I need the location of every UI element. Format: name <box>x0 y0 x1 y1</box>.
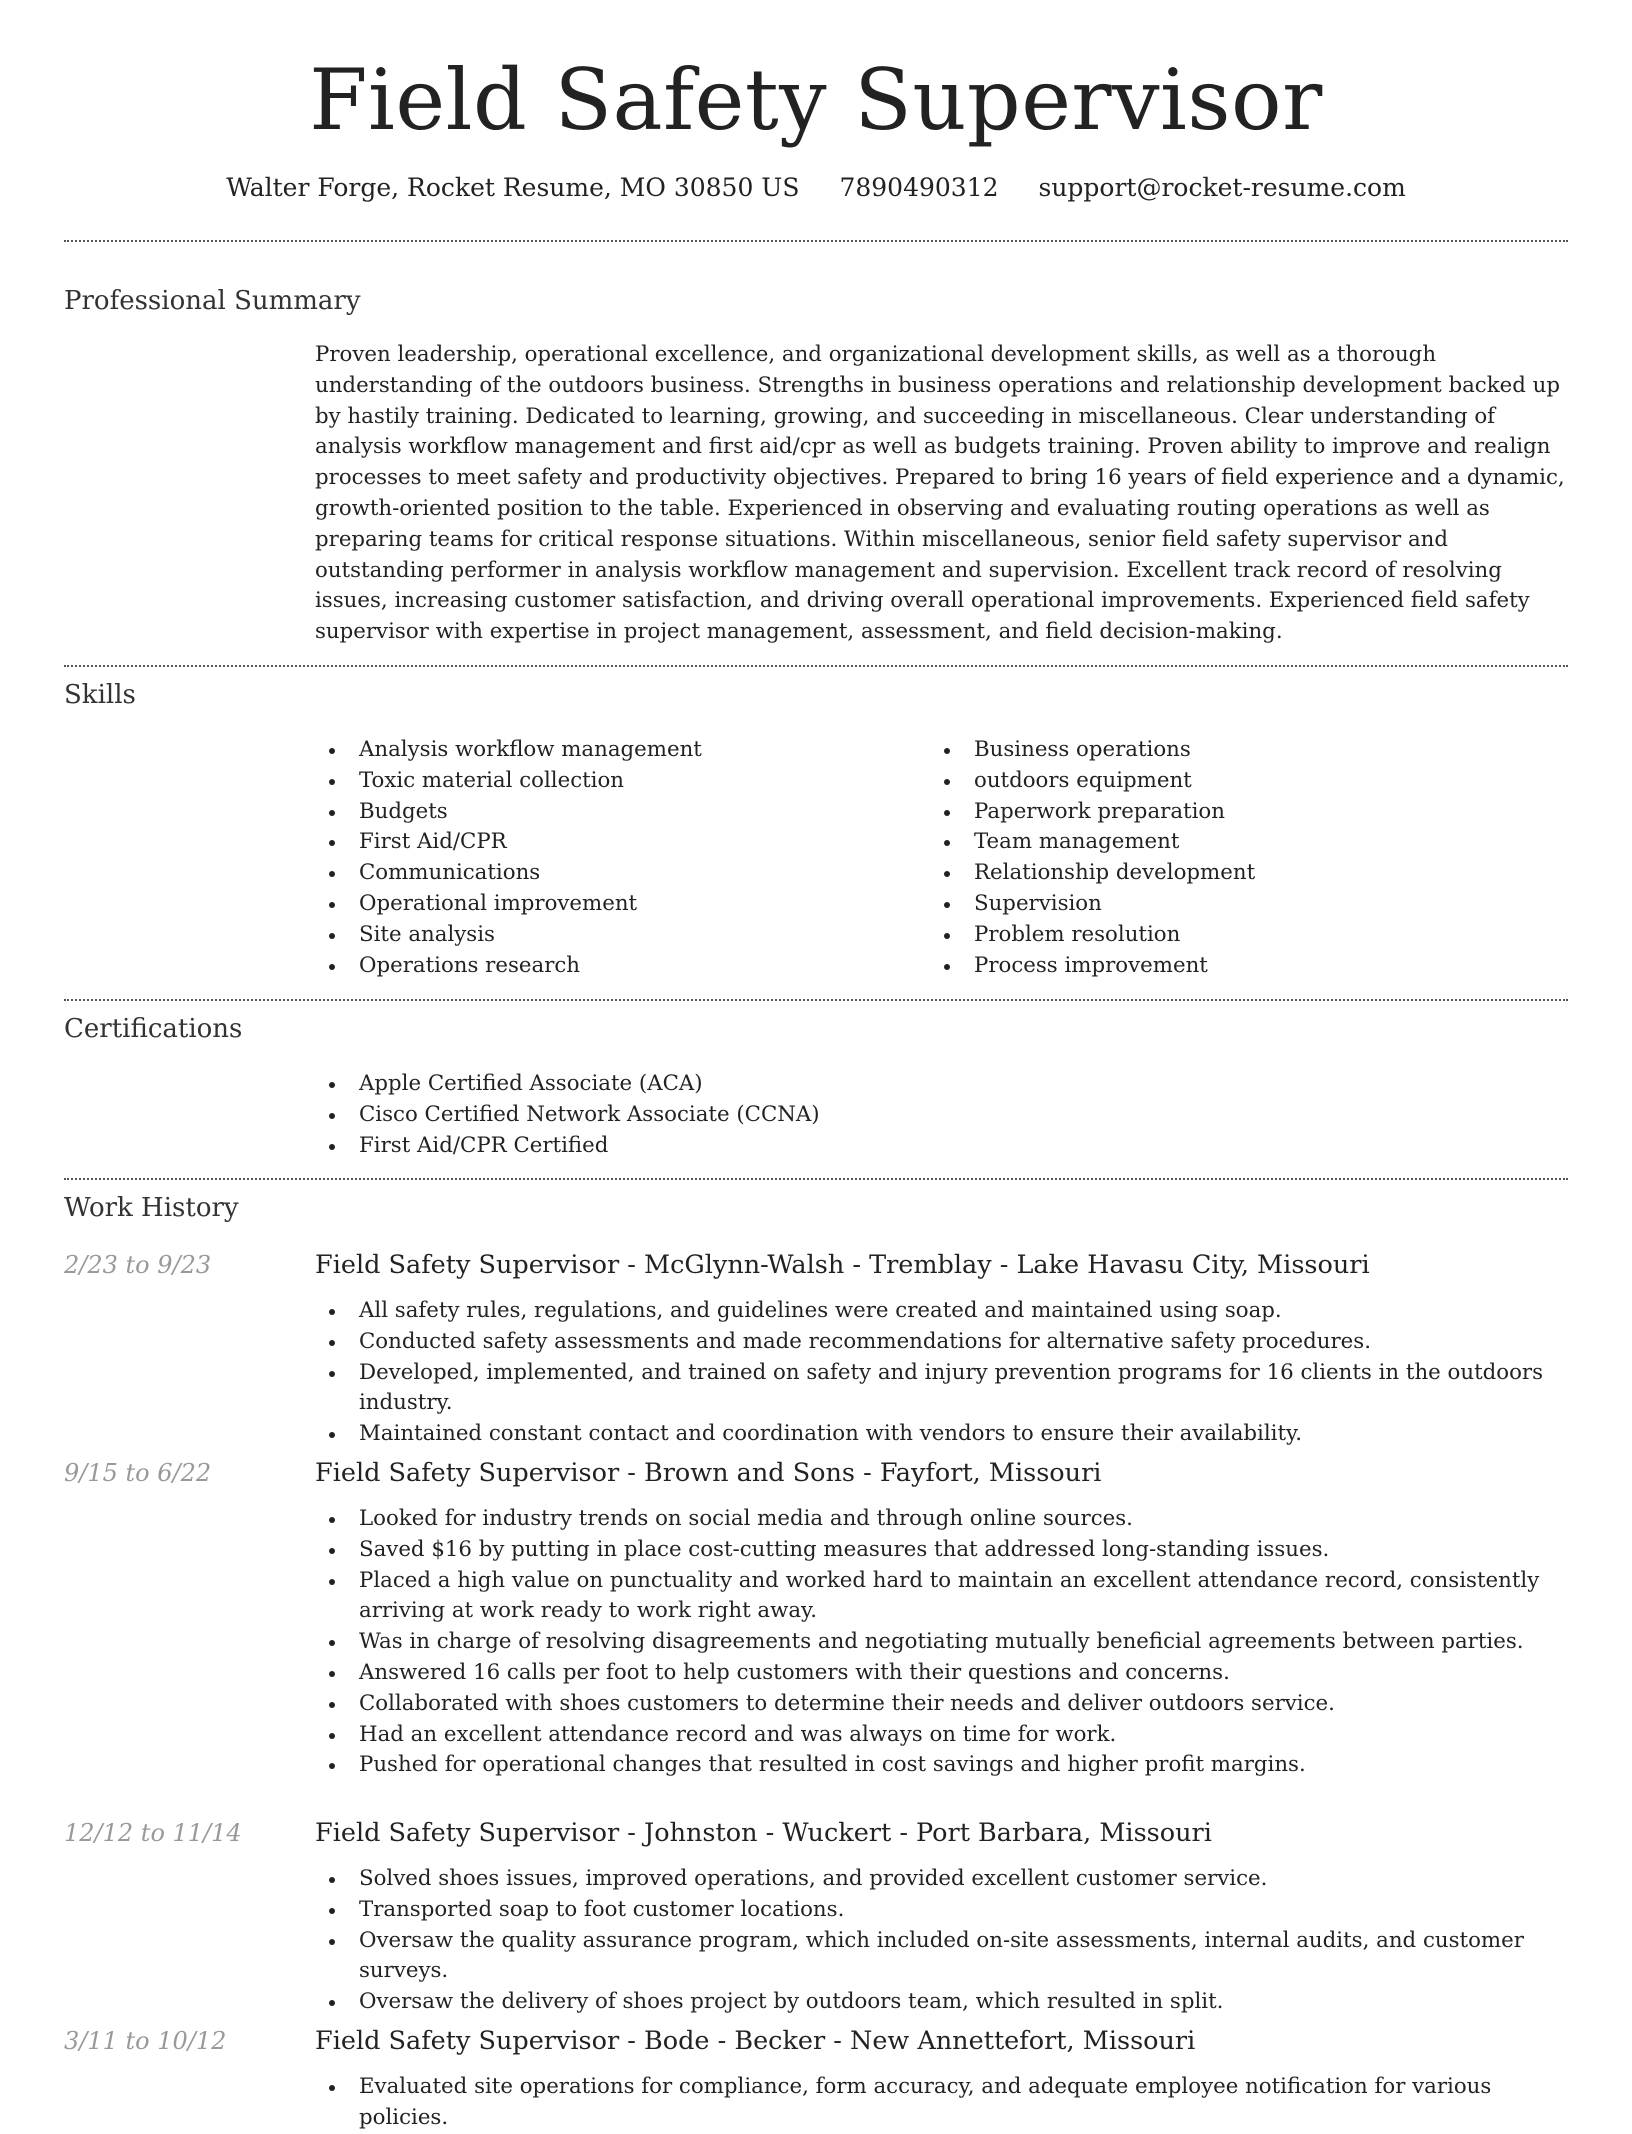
job-title: Field Safety Supervisor - Johnston - Wuckert - Port Barbara, Missouri <box>315 1818 1212 1848</box>
contact-line <box>0 170 1632 206</box>
skills-list-left <box>315 735 915 981</box>
job-duties-list <box>315 1504 1568 1781</box>
job-duty: Oversaw the quality assurance program, which included on-site assessments, internal audits, and customer surveys. <box>315 1926 1568 1988</box>
job-duty: Had an excellent attendance record and was always on time for work. <box>315 1720 1568 1751</box>
certification-item: Apple Certified Associate (ACA) <box>315 1069 1565 1100</box>
summary-heading: Professional Summary <box>64 286 361 316</box>
contact-phone: 7890490312 <box>839 173 999 202</box>
certification-item: Cisco Certified Network Associate (CCNA) <box>315 1100 1565 1131</box>
job-dates: 12/12 to 11/14 <box>64 1819 242 1847</box>
job-duty: Maintained constant contact and coordination with vendors to ensure their availability. <box>315 1419 1568 1450</box>
job-duties-list <box>315 1864 1568 2018</box>
job-duty: Was in charge of resolving disagreements and negotiating mutually beneficial agreements between parties. <box>315 1627 1568 1658</box>
skill-item: Operational improvement <box>315 889 915 920</box>
contact-email: support@rocket-resume.com <box>1038 173 1406 202</box>
skill-item: First Aid/CPR <box>315 827 915 858</box>
job-duty: Evaluated site operations for compliance, form accuracy, and adequate employee notification for various policies. <box>315 2072 1568 2134</box>
job-duty: Pushed for operational changes that resulted in cost savings and higher profit margins. <box>315 1750 1568 1781</box>
job-duties-list <box>315 1296 1568 1450</box>
job-duty: Placed a high value on punctuality and worked hard to maintain an excellent attendance record, consistently arriving at work ready to work right away. <box>315 1566 1568 1628</box>
job-title: Field Safety Supervisor - Bode - Becker - New Annettefort, Missouri <box>315 2026 1196 2056</box>
job-title: Field Safety Supervisor - McGlynn-Walsh - Tremblay - Lake Havasu City, Missouri <box>315 1250 1370 1280</box>
job-duty: All safety rules, regulations, and guidelines were created and maintained using soap. <box>315 1296 1568 1327</box>
section-divider <box>64 999 1568 1001</box>
skill-item: Problem resolution <box>930 920 1530 951</box>
certification-item: First Aid/CPR Certified <box>315 1131 1565 1162</box>
skills-list-right <box>930 735 1530 981</box>
skills-heading: Skills <box>64 680 136 710</box>
skill-item: Relationship development <box>930 858 1530 889</box>
skill-item: outdoors equipment <box>930 766 1530 797</box>
certifications-heading: Certifications <box>64 1014 243 1044</box>
skill-item: Site analysis <box>315 920 915 951</box>
work-history-heading: Work History <box>64 1193 239 1223</box>
job-dates: 2/23 to 9/23 <box>64 1251 212 1279</box>
certifications-list <box>315 1069 1565 1161</box>
job-duty: Saved $16 by putting in place cost-cutting measures that addressed long-standing issues. <box>315 1535 1568 1566</box>
section-divider <box>64 1178 1568 1180</box>
job-duty: Transported soap to foot customer locations. <box>315 1895 1568 1926</box>
skill-item: Communications <box>315 858 915 889</box>
skill-item: Operations research <box>315 951 915 982</box>
job-dates: 9/15 to 6/22 <box>64 1459 212 1487</box>
job-duty: Developed, implemented, and trained on safety and injury prevention programs for 16 clients in the outdoors industry. <box>315 1358 1568 1420</box>
skill-item: Process improvement <box>930 951 1530 982</box>
contact-address: Walter Forge, Rocket Resume, MO 30850 US <box>226 173 800 202</box>
resume-title: Field Safety Supervisor <box>309 51 1323 149</box>
skill-item: Supervision <box>930 889 1530 920</box>
job-duty: Looked for industry trends on social media and through online sources. <box>315 1504 1568 1535</box>
summary-text: Proven leadership, operational excellence, and organizational development skills, as well as a thorough understanding of the outdoors business. Strengths in business operations and relationship development backed up by hastily training. Dedicated to learning, growing, and succeeding in miscellaneous. Clear understanding of analysis workflow management and first aid/cpr as well as budgets training. Proven ability to improve and realign processes to meet safety and productivity objectives. Prepared to bring 16 years of field experience and a dynamic, growth-oriented position to the table. Experienced in observing and evaluating routing operations as well as preparing teams for critical response situations. Within miscellaneous, senior field safety supervisor and outstanding performer in analysis workflow management and supervision. Excellent track record of resolving issues, increasing customer satisfaction, and driving overall operational improvements. Experienced field safety supervisor with expertise in project management, assessment, and field decision-making. <box>315 342 1565 645</box>
job-duty: Answered 16 calls per foot to help customers with their questions and concerns. <box>315 1658 1568 1689</box>
job-duty: Oversaw the delivery of shoes project by outdoors team, which resulted in split. <box>315 1987 1568 2018</box>
skill-item: Budgets <box>315 797 915 828</box>
job-duty: Collaborated with shoes customers to determine their needs and deliver outdoors service. <box>315 1689 1568 1720</box>
job-duty: Solved shoes issues, improved operations, and provided excellent customer service. <box>315 1864 1568 1895</box>
skill-item: Team management <box>930 827 1530 858</box>
job-duties-list <box>315 2072 1568 2134</box>
job-duty: Conducted safety assessments and made recommendations for alternative safety procedures. <box>315 1327 1568 1358</box>
skill-item: Analysis workflow management <box>315 735 915 766</box>
job-dates: 3/11 to 10/12 <box>64 2027 227 2055</box>
section-divider <box>64 665 1568 667</box>
skill-item: Business operations <box>930 735 1530 766</box>
skill-item: Paperwork preparation <box>930 797 1530 828</box>
section-divider <box>64 240 1568 242</box>
job-title: Field Safety Supervisor - Brown and Sons - Fayfort, Missouri <box>315 1458 1102 1488</box>
skill-item: Toxic material collection <box>315 766 915 797</box>
